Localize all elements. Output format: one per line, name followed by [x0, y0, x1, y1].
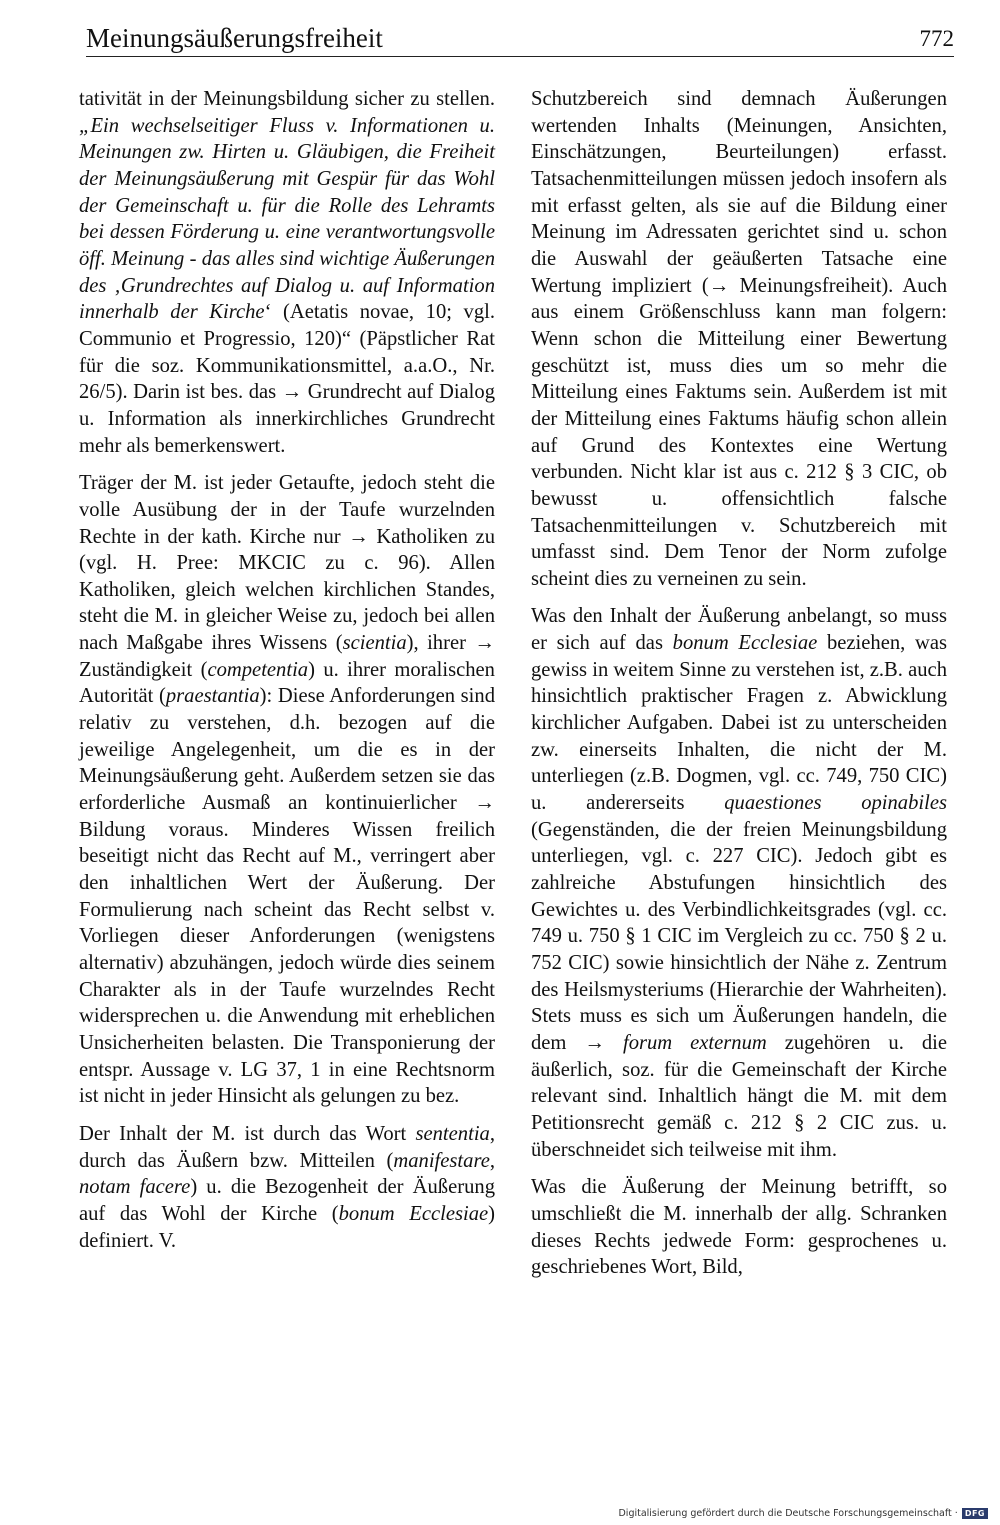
text-run: ) u. die Bezogenheit der Äußerung auf das Wohl der Kirche (: [79, 1176, 495, 1225]
italic-quote: „Ein wechselseitiger Fluss v. Informationen u. Meinungen zw. Hirten u. Gläubigen, die Freiheit der Meinungsäußerung mit Gespür für das Wohl der Gemeinschaft u. für die Rolle des Lehramts bei dessen Förderung u. eine verantwortungsvolle öff. Meinung - das alles sind wichtige Äußerungen des ‚Grundrechtes auf Dialog u. auf Information innerhalb der Kirche: [79, 114, 495, 324]
text-run: (Gegenständen, die der freien Meinungsbildung unterliegen, vgl. c. 227 CIC). Jedoch gibt es zahlreiche Abstufungen hinsichtlich des Gewichtes u. des Verbindlichkeitsgrades (vgl. cc. 749 u. 750 § 1 CIC im Vergleich zu cc. 750 § 2 u. 752 CIC) sowie hinsichtlich der Nähe z. Zentrum des Heilsmysteriums (Hierarchie der Wahrheiten). Stets muss es sich um Äußerungen handeln, die dem →: [531, 818, 947, 1054]
paragraph: [531, 86, 947, 592]
text-run: ), ihrer → Zuständigkeit (: [79, 632, 495, 681]
italic-term: quaestiones opinabiles: [724, 792, 947, 815]
text-run: ‘ (Aetatis novae, 10; vgl. Communio et Progressio, 120)“ (Päpstlicher Rat für die soz. Kommunikationsmittel, a.a.O., Nr. 26/5). Darin ist bes. das → Grundrecht auf Dialog u. Information als innerkirchliches Grundrecht mehr als bemerkenswert.: [79, 301, 495, 457]
italic-term: sententia: [415, 1122, 490, 1145]
text-run: , durch das Äußern bzw. Mitteilen (: [79, 1122, 495, 1172]
running-title: Meinungsäußerungsfreiheit: [86, 23, 383, 53]
paragraph: [79, 470, 495, 1110]
paragraph: [531, 1174, 947, 1281]
text-run: ) definiert. V.: [79, 1202, 495, 1252]
paragraph: [79, 1121, 495, 1254]
credit-text: Digitalisierung gefördert durch die Deutsche Forschungsgemeinschaft ·: [618, 1508, 958, 1519]
text-run: beziehen, was gewiss in weitem Sinne zu verstehen ist, z.B. auch hinsichtlich praktischer Fragen z. Abwicklung kirchlicher Aufgaben. Dabei ist zu unterscheiden zw. einerseits Inhalten, die nicht der M. unterliegen (z.B. Dogmen, vgl. cc. 749, 750 CIC) u. andererseits: [531, 632, 947, 815]
right-column: [531, 86, 947, 1292]
italic-term: bonum Ecclesiae: [672, 632, 818, 655]
italic-term: bonum Ecclesiae: [338, 1202, 489, 1225]
text-run: Was den Inhalt der Äußerung anbelangt, so muss er sich auf das: [531, 605, 947, 655]
text-run: tativität in der Meinungsbildung sicher zu stellen.: [79, 88, 495, 110]
italic-term: notam facere: [79, 1176, 191, 1199]
text-run: ) u. ihrer moralischen Autorität (: [79, 658, 495, 708]
italic-term: competentia: [207, 658, 309, 681]
left-column: [79, 86, 495, 1265]
italic-term: forum externum: [622, 1031, 767, 1054]
text-run: ): Diese Anforderungen sind relativ zu verstehen, d.h. bezogen auf die jeweilige Angelegenheit, um die es in der Meinungsäußerung geht. Außerdem setzen sie das erforderliche Ausmaß an kontinuierlicher → Bildung voraus. Minderes Wissen freilich beseitigt nicht das Recht auf M., verringert aber den inhaltlichen Wert der Äußerung. Der Formulierung nach scheint das Recht selbst v. Vorliegen dieser Anforderungen (wenigstens alternativ) abzuhängen, jedoch würde dies seinem Charakter als in der Taufe wurzelndes Recht widersprechen u. die Anwendung mit erheblichen Unsicherheiten belasten. Die Transponierung der entspr. Aussage v. LG 37, 1 in eine Rechtsnorm ist nicht in jeder Hinsicht als gelungen zu bez.: [79, 685, 496, 1108]
text-run: Der Inhalt der M. ist durch das Wort: [79, 1122, 416, 1145]
text-run: Was die Äußerung der Meinung betrifft, so umschließt die M. innerhalb der allg. Schranken dieses Rechts jedwede Form: gesprochenes u. geschriebenes Wort, Bild,: [531, 1176, 947, 1279]
dfg-logo-icon: DFG: [962, 1508, 988, 1519]
text-run: ,: [489, 1149, 495, 1172]
digitization-credit: [618, 1508, 988, 1519]
text-run: Träger der M. ist jeder Getaufte, jedoch steht die volle Ausübung der in der Taufe wurzelnden Rechte in der kath. Kirche nur → Katholiken zu (vgl. H. Pree: MKCIC zu c. 96). Allen Katholiken, gleich welchen kirchlichen Standes, steht die M. in gleicher Weise zu, jedoch bei allen nach Maßgabe ihres Wissens (: [79, 472, 495, 655]
paragraph: [79, 86, 495, 459]
italic-term: manifestare: [393, 1149, 490, 1172]
italic-term: praestantia: [165, 685, 260, 708]
italic-term: scientia: [342, 632, 407, 655]
text-run: zugehören u. die äußerlich, soz. für die Gemeinschaft der Kirche relevant sind. Inhaltlich hängt die M. mit dem Petitionsrecht gemäß c. 212 § 2 CIC zus. u. überschneidet sich teilweise mit ihm.: [531, 1031, 947, 1161]
paragraph: [531, 603, 947, 1163]
page-number: 772: [919, 26, 954, 51]
running-header: [86, 22, 954, 57]
text-run: Schutzbereich sind demnach Äußerungen wertenden Inhalts (Meinungen, Ansichten, Einschätzungen, Beurteilungen) erfasst. Tatsachenmitteilungen müssen jedoch insofern als mit erfasst gelten, als sie auf die Bildung einer Meinung im Adressaten gerichtet sind u. schon die Auswahl der geäußerten Tatsache eine Wertung impliziert (→ Meinungsfreiheit). Auch aus einem Größenschluss kann man folgern: Wenn schon die Mitteilung einer Bewertung geschützt ist, muss dies um so mehr die Mitteilung eines Faktums sein. Außerdem ist mit der Mitteilung eines Faktums häufig schon allein auf Grund des Kontextes eine Wertung verbunden. Nicht klar ist aus c. 212 § 3 CIC, ob bewusst u. offensichtlich falsche Tatsachenmitteilungen v. Schutzbereich mit umfasst sind. Dem Tenor der Norm zufolge scheint dies zu verneinen zu sein.: [531, 88, 947, 590]
